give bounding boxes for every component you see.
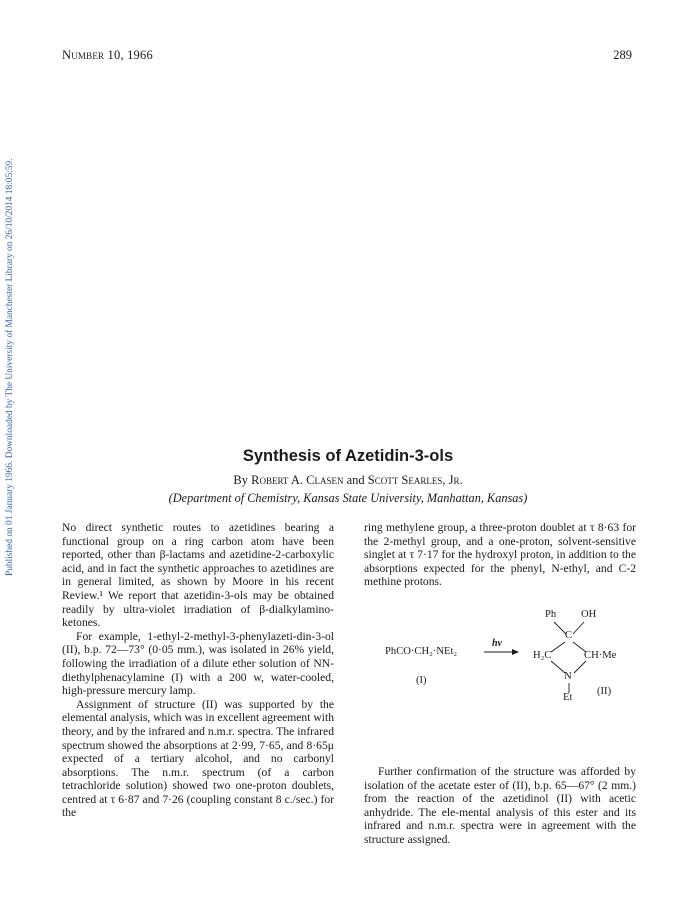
substituent-et: Et xyxy=(563,692,573,703)
paragraph-assignment: Assignment of structure (II) was supported by the elemental analysis, which was in excellent agreement with theory, and by the infrared and n.m.r. spectra. The infrared spectrum showed the absorptions at 2·99, 7·65, and 8·65μ expected of a tertiary alcohol, and no carbonyl absorptions. The n.m.r. spectrum (of a carbon tetrachloride solution) showed two one-proton doublets, centred at τ 6·87 and 7·26 (coupling constant 8 c./sec.) for the xyxy=(62,697,334,820)
ring-methylene: H₂C xyxy=(533,650,552,661)
byline-prefix: By xyxy=(233,473,248,487)
byline-and: and xyxy=(346,473,365,487)
substituent-ph: Ph xyxy=(545,609,557,620)
paragraph-confirmation: Further confirmation of the structure was afforded by isolation of the acetate ester of (II), b.p. 65—67° (2 mm.) from the reaction of the azetidinol (II) with acetic anhydride. The ele-mental analysis of this ester and its infrared and n.m.r. spectra were in agreement with the structure assigned. xyxy=(364,765,636,846)
paragraph-continuation: ring methylene group, a three-proton doublet at τ 8·63 for the 2-methyl group, and a one-proton, solvent-sensitive singlet at τ 7·17 for the hydroxyl proton, in addition to the absorptions expected for the phenyl, N-ethyl, and C-2 methine protons. xyxy=(364,521,636,589)
reactant-label: (I) xyxy=(416,675,427,686)
condition-label: hν xyxy=(492,638,502,649)
right-column-bottom xyxy=(364,765,636,847)
product-label: (II) xyxy=(597,686,612,697)
ring-carbon-3: C xyxy=(565,630,573,641)
affiliation: (Department of Chemistry, Kansas State University, Manhattan, Kansas) xyxy=(168,491,528,505)
byline xyxy=(0,473,696,488)
author-1: Robert A. Clasen xyxy=(251,473,344,487)
reactant-formula: PhCO·CH₂·NEt₂ xyxy=(385,646,458,657)
ring-methine: CH·Me xyxy=(584,650,617,661)
paragraph-example: For example, 1-ethyl-2-methyl-3-phenylazeti-din-3-ol (II), b.p. 72—73° (0·05 mm.), was isolated in 26% yield, following the irradiation of a dilute ether solution of NN-diethylphenacylamine (I) with a 200 w, water-cooled, high-pressure mercury lamp. xyxy=(62,629,334,698)
page-number: 289 xyxy=(613,48,632,62)
download-note[interactable]: Published on 01 January 1966. Downloaded by The University of Manchester Library on 26/10/2014 18:05:59. xyxy=(5,158,15,576)
scheme-bonds xyxy=(364,605,636,740)
reaction-scheme xyxy=(364,605,636,740)
paragraph-intro: No direct synthetic routes to azetidines bearing a functional group on a ring carbon atom have been reported, other than β-lactams and azetidine-2-carboxylic acid, and in fact the synthetic approaches to azetidines are in general limited, as shown by Moore in his recent Review.¹ We report that azetidin-3-ols may be obtained readily by ultra-violet irradiation of β-dialkylamino-ketones. xyxy=(62,521,334,630)
running-header-journal: Number 10, 1966 xyxy=(62,48,153,62)
substituent-oh: OH xyxy=(581,609,597,620)
left-column xyxy=(62,521,334,820)
article-title: Synthesis of Azetidin-3-ols xyxy=(242,447,454,465)
ring-nitrogen: N xyxy=(564,671,572,682)
right-column-top xyxy=(364,521,636,589)
author-2: Scott Searles, Jr. xyxy=(367,473,463,487)
